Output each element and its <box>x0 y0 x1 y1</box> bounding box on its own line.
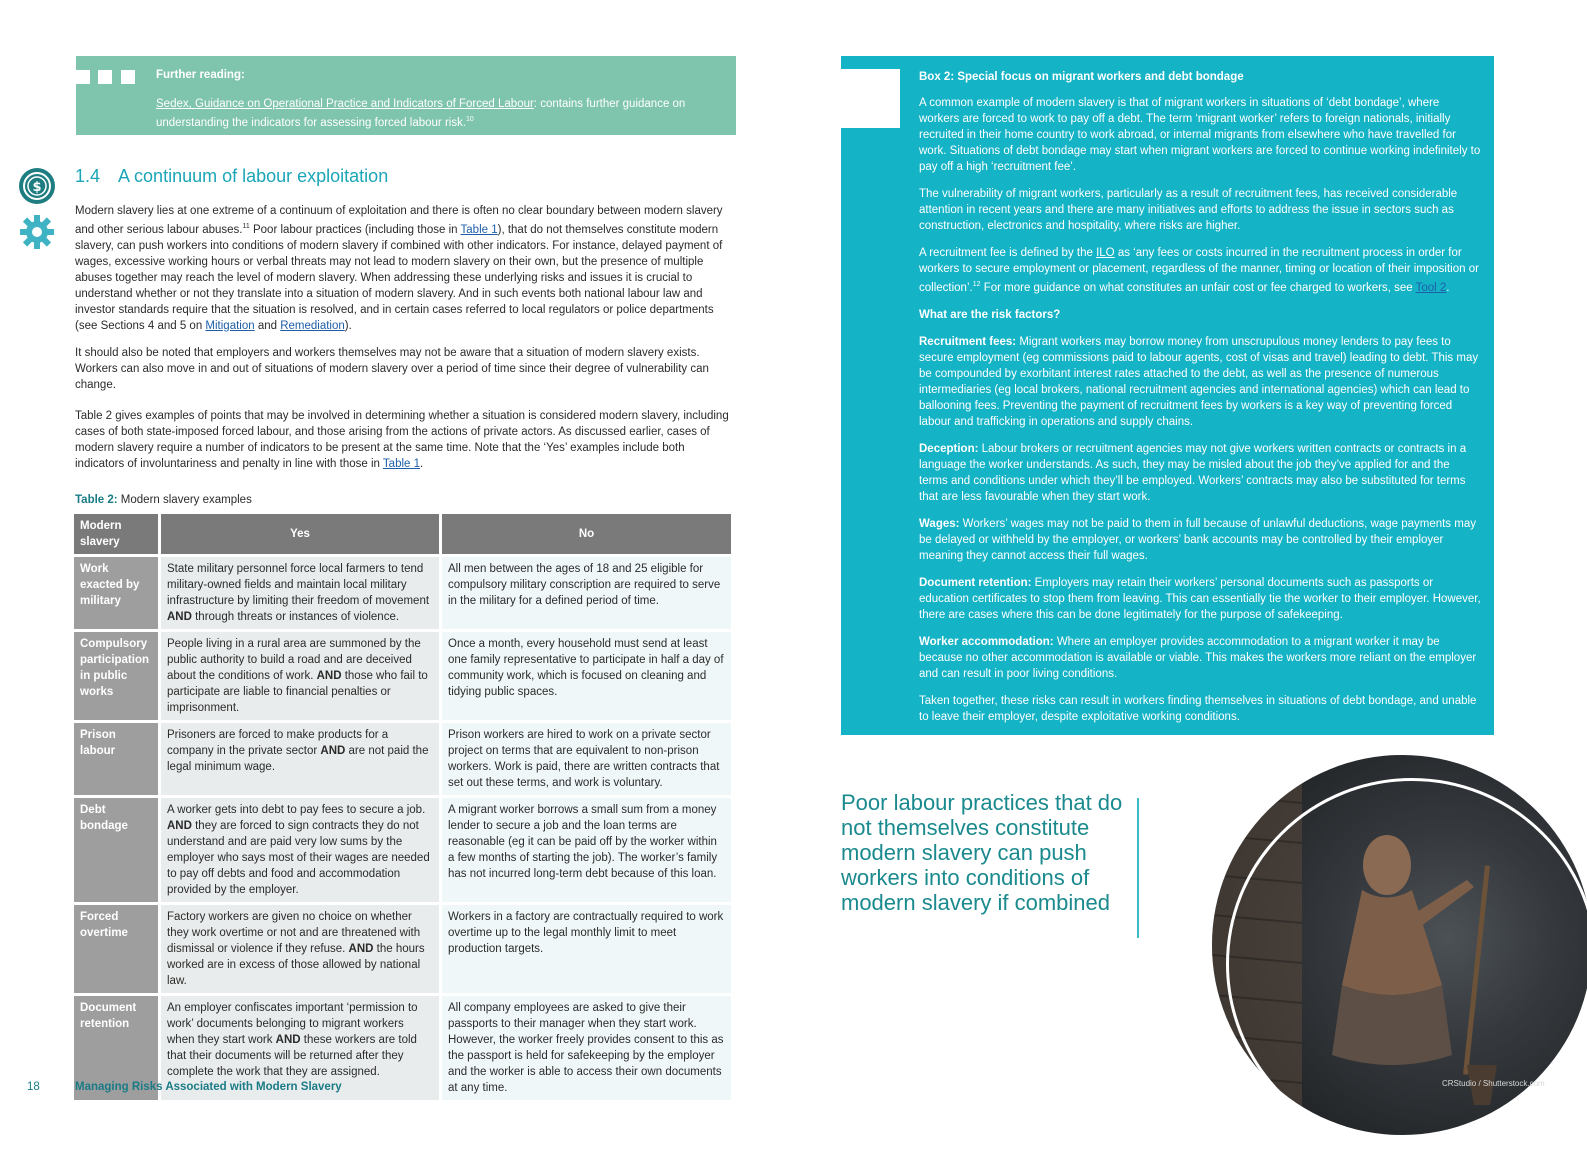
paragraph-table-intro: Table 2 gives examples of points that may be involved in determining whether a situation is considered modern slavery, including cases of both state-imposed forced labour, and those arising from the actions of private actors. As discussed earlier, cases of modern slavery require a number of indicators to be present at the same time. Note that the ‘Yes’ examples include both indicators of involuntariness and penalty in line with those in Table 1. <box>75 410 729 470</box>
further-reading-text: Sedex, Guidance on Operational Practice and Indicators of Forced Labour: contains further guidance on understanding the indicators for assessing forced labour risk.$^{10}$ <box>156 98 686 129</box>
square-icon <box>76 70 90 84</box>
table-row <box>74 632 731 720</box>
page-number: 18 <box>27 1081 40 1093</box>
photo-ring <box>1226 778 1587 1150</box>
box-2-closing: Taken together, these risks can result in workers finding themselves in situations of debt bondage, and unable to leave their employer, despite exploitative working conditions. <box>919 694 1477 723</box>
quote-divider <box>1137 798 1139 938</box>
paragraph-continuum: Modern slavery lies at one extreme of a continuum of exploitation and there is often no clear boundary between modern slavery and other serious labour abuses.$^{11}$ Poor labour practices (including those in Table 1), that do not themselves constitute modern slavery, can push workers into conditions of modern slavery if combined with other indicators. For instance, delayed payment of wages, excessive working hours or verbal threats may not lead to modern slavery on their own, but the presence of multiple abuses together may reach the level of modern slavery. When addressing these underlying risks and issues it is crucial to understand whether or not they translate into a situation of modern slavery. And in such events both national labour law and investor standards require that the situation is resolved, and in certain cases referred to local regulators or police departments (see Sections 4 and 5 on Mitigation and Remediation). <box>75 205 723 332</box>
no-cell: All company employees are asked to give their passports to their manager when they start work. However, the worker freely provides consent to this as the passport is held for safekeeping by the employer and the worker is able to access their own documents at any time. <box>442 996 731 1100</box>
column-header: No <box>442 514 731 554</box>
footer-title: Managing Risks Associated with Modern Slavery <box>75 1081 342 1093</box>
further-reading-box <box>76 56 736 135</box>
yes-cell: Prisoners are forced to make products for a company in the private sector AND are not paid the legal minimum wage. <box>161 723 439 795</box>
table-1-link[interactable]: Table 1 <box>460 223 498 236</box>
table-1-link[interactable]: Table 1 <box>382 458 421 470</box>
table-row <box>74 557 731 629</box>
risk-factor: Wages: Workers’ wages may not be paid to them in full because of unlawful deductions, wage payments may be delayed or withheld by the employer, or workers’ bank accounts may be controlled by their employer meaning they cannot access their full wages. <box>919 517 1476 562</box>
remediation-link[interactable]: Remediation <box>280 319 345 332</box>
row-label: Forced overtime <box>74 905 158 993</box>
column-header: Yes <box>161 514 439 554</box>
mitigation-link[interactable]: Mitigation <box>205 319 255 332</box>
modern-slavery-table <box>71 511 734 1103</box>
photo-credit: CRStudio / Shutterstock.com <box>1442 1079 1545 1088</box>
square-icon <box>98 70 112 84</box>
further-reading-title: Further reading: <box>156 69 245 81</box>
yes-cell: State military personnel force local farmers to tend military-owned fields and maintain local military infrastructure by limiting their freedom of movement AND through threats or instances of violence. <box>161 557 439 629</box>
table-row <box>74 723 731 795</box>
box-2-paragraph: A recruitment fee is defined by the ILO as ‘any fees or costs incurred in the recruitment process in order for workers to secure employment or placement, regardless of the manner, timing or location of their imposition or collection’.$^{12}$ For more guidance on what constitutes an unfair cost or fee charged to workers, see Tool 2. <box>919 247 1479 294</box>
risk-factors-heading: What are the risk factors? <box>919 308 1061 321</box>
table-header-row <box>74 514 731 554</box>
row-label: Compulsory participation in public works <box>74 632 158 720</box>
no-cell: A migrant worker borrows a small sum from a money lender to secure a job and the loan terms are reasonable (eg it can be paid off by the worker within a few months of starting the job). The worker’s family has not incurred long-term debt because of this loan. <box>442 798 731 902</box>
no-cell: Once a month, every household must send at least one family representative to participate in half a day of community work, which is focused on cleaning and tidying public spaces. <box>442 632 731 720</box>
section-title: 1.4 A continuum of labour exploitation <box>75 166 389 186</box>
sedex-guidance-link[interactable]: Sedex, Guidance on Operational Practice and Indicators of Forced Labour <box>156 98 534 110</box>
table-row <box>74 798 731 902</box>
column-header: Modern slavery <box>74 514 158 554</box>
paragraph-awareness: It should also be noted that employers and workers themselves may not be aware that a situation of modern slavery exists. Workers can also move in and out of situations of modern slavery over a period of time since their degree of vulnerability can change. <box>75 347 709 391</box>
square-icon <box>121 70 135 84</box>
row-label: Debt bondage <box>74 798 158 902</box>
yes-cell: Factory workers are given no choice on whether they work overtime or not and are threatened with dismissal or violence if they refuse. AND the hours worked are in excess of those allowed by national law. <box>161 905 439 993</box>
ilo-link[interactable]: ILO <box>1096 247 1115 259</box>
table-row <box>74 905 731 993</box>
yes-cell: An employer confiscates important ‘permission to work’ documents belonging to migrant workers when they start work AND these workers are told that their documents will be returned after they complete the work that they are assigned. <box>161 996 439 1100</box>
risk-factor: Recruitment fees: Migrant workers may borrow money from unscrupulous money lenders to pay fees to secure employment (eg commissions paid to labour agents, cost of visas and travel) leading to debt. This may be compounded by exorbitant interest rates attached to the debt, as well as the presence of numerous intermediaries (eg local brokers, national recruitment agencies and international agencies) which can lead to ballooning fees. Preventing the payment of recruitment fees by workers is a key way of preventing forced labour and trafficking in operations and supply chains. <box>919 335 1479 428</box>
box-2-title: Box 2: Special focus on migrant workers and debt bondage <box>919 71 1244 83</box>
no-cell: All men between the ages of 18 and 25 eligible for compulsory military conscription are required to serve in the military for a defined period of time. <box>442 557 731 629</box>
row-label: Work exacted by military <box>74 557 158 629</box>
risk-factor: Deception: Labour brokers or recruitment agencies may not give workers written contracts or contracts in a language the worker understands. As such, they may be misled about the job they’ve applied for and the terms and conditions under which they’ll be employed. Workers’ contracts may also be substituted for terms that are less favourable when they start work. <box>919 442 1467 503</box>
yes-cell: People living in a rural area are summoned by the public authority to build a road and are deceived about the conditions of work. AND those who fail to participate are liable to financial penalties or imprisonment. <box>161 632 439 720</box>
box-2-paragraph: The vulnerability of migrant workers, particularly as a result of recruitment fees, has received considerable attention in recent years and there are many initiatives and efforts to address the issue in sectors such as construction, electronics and hospitality, where risks are higher. <box>919 188 1458 232</box>
svg-text:$: $ <box>32 180 42 195</box>
row-label: Document retention <box>74 996 158 1100</box>
gear-icon <box>18 213 56 251</box>
box-notch <box>841 69 900 128</box>
table-caption: Table 2: Modern slavery examples <box>75 494 252 506</box>
tool-2-link[interactable]: Tool 2 <box>1415 281 1447 294</box>
row-label: Prison labour <box>74 723 158 795</box>
no-cell: Prison workers are hired to work on a private sector project on terms that are equivalent to non-prison workers. Work is paid, there are written contracts that set out these terms, and work is voluntary. <box>442 723 731 795</box>
no-cell: Workers in a factory are contractually required to work overtime up to the legal monthly limit to meet production targets. <box>442 905 731 993</box>
box-2-panel <box>841 56 1494 735</box>
box-2-paragraph: A common example of modern slavery is that of migrant workers in situations of ‘debt bondage’, where workers are forced to work to pay off a debt. The term ‘migrant worker’ refers to foreign nationals, initially recruited in their home country to work abroad, or internal migrants from elsewhere who have travelled for work. Situations of debt bondage may start when migrant workers are forced to continue working indefinitely to pay off a high ‘recruitment fee’. <box>919 97 1481 173</box>
pull-quote: Poor labour practices that do not themselves constitute modern slavery can push workers into conditions of modern slavery if combined <box>841 790 1123 915</box>
dollar-coin-icon <box>18 167 56 205</box>
risk-factor: Document retention: Employers may retain their workers’ personal documents such as passports or education certificates to stop them from leaving. This can essentially tie the worker to their employer. However, there are cases where this can be done legitimately for the purpose of safekeeping. <box>919 576 1481 621</box>
yes-cell: A worker gets into debt to pay fees to secure a job. AND they are forced to sign contracts they do not understand and are paid very low sums by the employer who says most of their wages are needed to pay off debts and food and accommodation provided by the employer. <box>161 798 439 902</box>
risk-factor: Worker accommodation: Where an employer provides accommodation to a migrant worker it may be because no other accommodation is available or viable. This makes the workers more reliant on the employer and can result in poor living conditions. <box>919 635 1477 680</box>
